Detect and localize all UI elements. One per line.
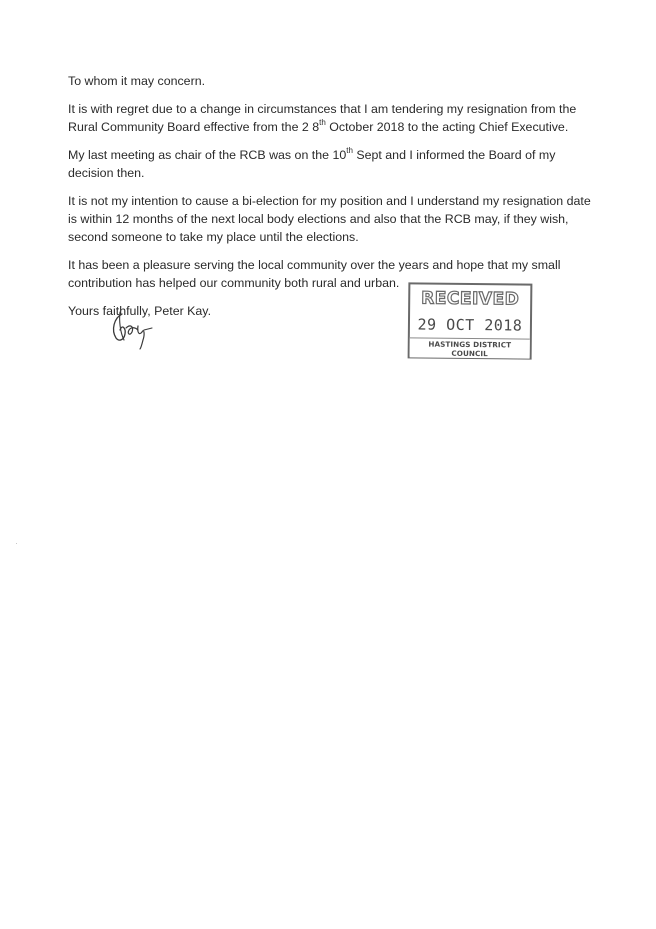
paragraph-last-meeting-start: My last meeting as chair of the RCB was on the 10 <box>68 148 347 162</box>
paragraph-thanks: It has been a pleasure serving the local community over the years and hope that my small contribution has helped our community both rural and urban. <box>68 258 561 290</box>
paragraph-resignation-start: It is with regret due to a change in circumstances that I am tendering my resignation from the Rural Community Board effective from the 2 8 <box>68 102 577 134</box>
received-stamp <box>408 282 533 359</box>
stamp-title: RECEIVED <box>421 288 520 310</box>
paragraph-last-meeting <box>68 146 598 182</box>
stamp-organization: HASTINGS DISTRICT COUNCIL <box>410 337 530 358</box>
stamp-date: 29 OCT 2018 <box>417 315 523 335</box>
scan-speck <box>16 543 17 544</box>
paragraph-resignation <box>68 100 598 136</box>
paragraph-election: It is not my intention to cause a bi-election for my position and I understand my resignation date is within 12 months of the next local body elections and also that the RCB may, if they wish, second someone to take my place until the elections. <box>68 194 591 244</box>
closing: Yours faithfully, Peter Kay. <box>68 304 212 318</box>
salutation: To whom it may concern. <box>68 74 206 88</box>
ordinal-suffix: th <box>319 117 326 127</box>
ordinal-suffix: th <box>346 145 353 155</box>
paragraph-resignation-end: October 2018 to the acting Chief Executive. <box>325 120 569 134</box>
paragraph-last-meeting-end: Sept and I informed the Board of my decision then. <box>68 148 556 180</box>
signature <box>108 306 160 350</box>
